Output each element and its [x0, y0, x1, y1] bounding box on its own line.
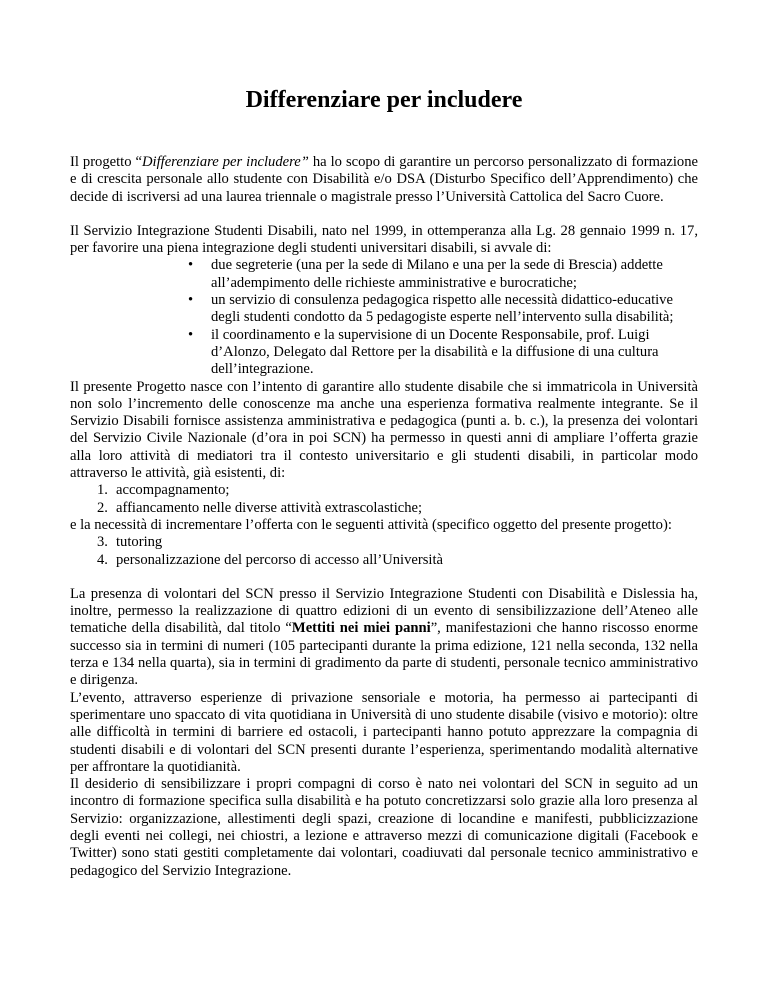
- experience-paragraph: L’evento, attraverso esperienze di privazione sensoriale e motoria, ha permesso ai partecipanti di sperimentare uno spaccato di vita quotidiana in Università di uno studente disabile (visivo e motorio): oltre alle difficoltà in termini di barriere ed ostacoli, i partecipanti hanno potuto apprezzare la compagnia di studenti disabili e di volontari del SCN presenti durante l’esperienza, sperimentando modalità alternative per affrontare la quotidianità.: [70, 689, 698, 775]
- event-paragraph: La presenza di volontari del SCN presso il Servizio Integrazione Studenti con Disabilità e Dislessia ha, inoltre, permesso la realizzazione di quattro edizioni di un evento di sensibilizzazione dell’Ateneo alle tematiche della disabilità, dal titolo “Mettiti nei miei panni”, manifestazioni che hanno riscosso enorme successo sia in termini di numeri (105 partecipanti durante la prima edizione, 121 nella seconda, 132 nella terza e 134 nella quarta), sia in termini di gradimento da parte di studenti, personale tecnico amministrativo e dirigenza.: [70, 585, 699, 689]
- event-title-bold: Mettiti nei miei panni: [291, 620, 431, 637]
- intro-text-start: Il progetto “: [70, 154, 142, 170]
- existing-activities-list: [70, 482, 698, 517]
- numbered-item: 2. affiancamento nelle diverse attività extrascolastiche;: [97, 499, 423, 516]
- document-title: Differenziare per includere: [245, 87, 523, 113]
- bullet-item: • il coordinamento e la supervisione di un Docente Responsabile, prof. Luigi d’Alonzo, Delegato dal Rettore per la disabilità e la diffusione di una cultura dell’integrazione.: [188, 327, 698, 379]
- numbered-item: 1. accompagnamento;: [97, 482, 230, 499]
- project-paragraph: Il presente Progetto nasce con l’intento di garantire allo studente disabile che si immatricola in Università non solo l’incremento delle conoscenze ma anche una esperienza formativa realmente integrante. Se il Servizio Disabili fornisce assistenza amministrativa e pedagogica (punti a. b. c.), la presenza dei volontari del Servizio Civile Nazionale (d’ora in poi SCN) ha permesso in questi anni di ampliare l’offerta grazie alla loro attività di mediatori tra il contesto universitario e gli studenti disabili, in particolar modo attraverso le attività, già esistenti, di:: [70, 378, 698, 482]
- new-activities-list: [70, 534, 698, 569]
- bullet-item: • due segreterie (una per la sede di Milano e una per la sede di Brescia) addette all’adempimento delle richieste amministrative e burocratiche;: [188, 257, 698, 292]
- intro-paragraph: [70, 154, 698, 206]
- numbered-item: 4. personalizzazione del percorso di accesso all’Università: [97, 551, 443, 568]
- bullet-item: • un servizio di consulenza pedagogica rispetto alle necessità didattico-educative degli studenti condotto da 5 pedagogiste esperte nell’intervento sulla disabilità;: [188, 292, 698, 327]
- service-bullet-list: [70, 257, 698, 378]
- project-name-italic: Differenziare per includere”: [142, 154, 309, 170]
- new-activities-paragraph: e la necessità di incrementare l’offerta con le seguenti attività (specifico oggetto del presente progetto):: [70, 516, 672, 533]
- service-paragraph: Il Servizio Integrazione Studenti Disabili, nato nel 1999, in ottemperanza alla Lg. 28 gennaio 1999 n. 17, per favorire una piena integrazione degli studenti universitari disabili, si avvale di:: [70, 222, 698, 257]
- numbered-item: 3. tutoring: [97, 534, 163, 551]
- intro-text-end: ha lo scopo di garantire un percorso personalizzato di formazione e di crescita personale allo studente con Disabilità e/o DSA (Disturbo Specifico dell’Apprendimento) che decide di iscriversi ad una laurea triennale o magistrale presso l’Università Cattolica del Sacro Cuore.: [70, 154, 698, 205]
- volunteers-paragraph: Il desiderio di sensibilizzare i propri compagni di corso è nato nei volontari del SCN in seguito ad un incontro di formazione specifica sulla disabilità e ha potuto concretizzarsi solo grazie alla loro presenza al Servizio: organizzazione, allestimenti degli spazi, creazione di locandine e manifesti, pubblicizzazione degli eventi nei collegi, nei chiostri, a lezione e attraverso mezzi di comunicazione digitali (Facebook e Twitter) sono stati gestiti completamente dai volontari, coadiuvati dal personale tecnico amministrativo e pedagogico del Servizio Integrazione.: [70, 776, 698, 879]
